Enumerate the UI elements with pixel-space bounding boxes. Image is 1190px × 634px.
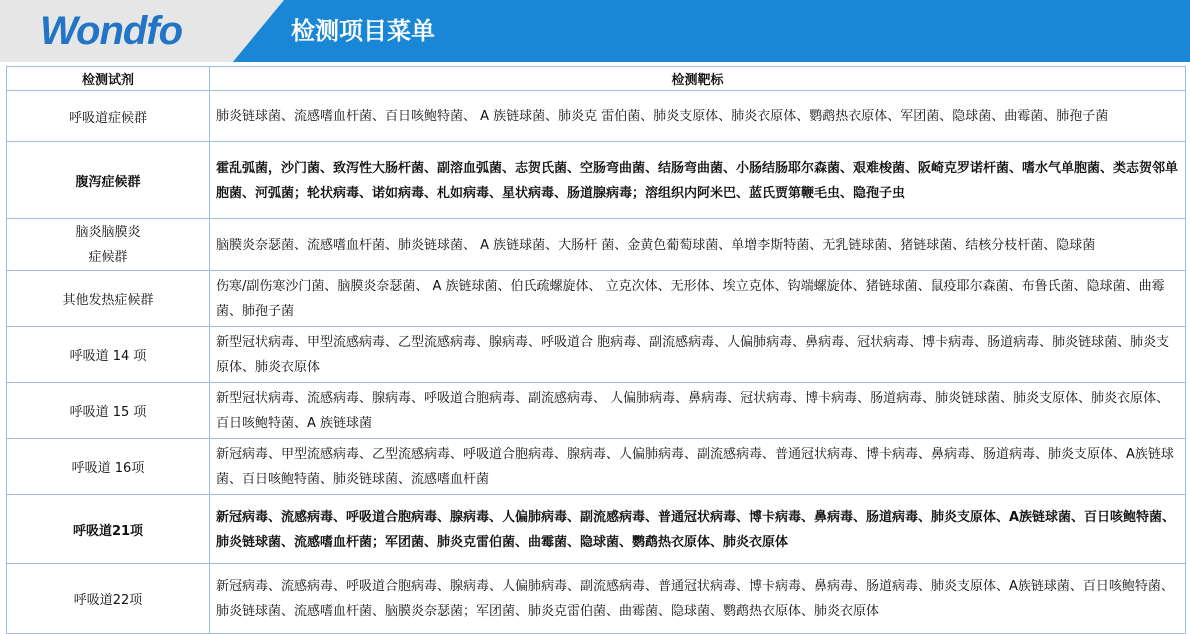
reagent-cell: 呼吸道21项 — [7, 495, 210, 564]
targets-cell: 新型冠状病毒、甲型流感病毒、乙型流感病毒、腺病毒、呼吸道合 胞病毒、副流感病毒、人偏肺病毒、鼻病毒、冠状病毒、博卡病毒、肠道病毒、肺炎链球菌、肺炎支原体、肺炎衣原体 — [210, 327, 1186, 383]
wondfo-logo: Wondfo — [40, 9, 183, 53]
page-title: 检测项目菜单 — [291, 17, 435, 45]
column-header-reagent: 检测试剂 — [7, 67, 210, 91]
targets-cell: 脑膜炎奈瑟菌、流感嗜血杆菌、肺炎链球菌、 A 族链球菌、大肠杆 菌、金黄色葡萄球菌、单增李斯特菌、无乳链球菌、猪链球菌、结核分枝杆菌、隐球菌 — [210, 219, 1186, 271]
reagent-line: 脑炎脑膜炎 — [75, 224, 141, 240]
targets-cell: 伤寒/副伤寒沙门菌、脑膜炎奈瑟菌、 A 族链球菌、伯氏疏螺旋体、 立克次体、无形体、埃立克体、钩端螺旋体、猪链球菌、鼠疫耶尔森菌、布鲁氏菌、隐球菌、曲霉菌、肺孢子菌 — [210, 271, 1186, 327]
reagent-cell — [7, 219, 210, 271]
table-row — [7, 383, 1186, 439]
table-row — [7, 142, 1186, 219]
reagent-cell: 呼吸道 15 项 — [7, 383, 210, 439]
reagent-cell: 呼吸道症候群 — [7, 91, 210, 142]
table-row — [7, 327, 1186, 383]
column-header-targets: 检测靶标 — [210, 67, 1186, 91]
reagent-cell: 呼吸道22项 — [7, 564, 210, 634]
reagent-cell: 呼吸道 14 项 — [7, 327, 210, 383]
reagent-cell: 腹泻症候群 — [7, 142, 210, 219]
targets-cell: 新冠病毒、流感病毒、呼吸道合胞病毒、腺病毒、人偏肺病毒、副流感病毒、普通冠状病毒、博卡病毒、鼻病毒、肠道病毒、肺炎支原体、A族链球菌、百日咳鲍特菌、肺炎链球菌、流感嗜血杆菌；军团菌、肺炎克雷伯菌、曲霉菌、隐球菌、鹦鹉热衣原体、肺炎衣原体 — [210, 495, 1186, 564]
table-header-row — [7, 67, 1186, 91]
table-row — [7, 564, 1186, 634]
targets-cell: 新冠病毒、流感病毒、呼吸道合胞病毒、腺病毒、人偏肺病毒、副流感病毒、普通冠状病毒、博卡病毒、鼻病毒、肠道病毒、肺炎支原体、A族链球菌、百日咳鲍特菌、肺炎链球菌、流感嗜血杆菌、脑膜炎奈瑟菌；军团菌、肺炎克雷伯菌、曲霉菌、隐球菌、鹦鹉热衣原体、肺炎衣原体 — [210, 564, 1186, 634]
reagent-line: 症候群 — [88, 249, 128, 265]
table-row — [7, 91, 1186, 142]
reagent-cell: 呼吸道 16项 — [7, 439, 210, 495]
test-menu-table — [6, 66, 1186, 634]
targets-cell: 霍乱弧菌，沙门菌、致泻性大肠杆菌、副溶血弧菌、志贺氏菌、空肠弯曲菌、结肠弯曲菌、小肠结肠耶尔森菌、艰难梭菌、阪崎克罗诺杆菌、嗜水气单胞菌、类志贺邻单胞菌、河弧菌；轮状病毒、诺如病毒、札如病毒、星状病毒、肠道腺病毒；溶组织内阿米巴、蓝氏贾第鞭毛虫、隐孢子虫 — [210, 142, 1186, 219]
table-row — [7, 271, 1186, 327]
table-row — [7, 439, 1186, 495]
table-row — [7, 219, 1186, 271]
page-header — [0, 0, 1190, 62]
targets-cell: 新冠病毒、甲型流感病毒、乙型流感病毒、呼吸道合胞病毒、腺病毒、人偏肺病毒、副流感病毒、普通冠状病毒、博卡病毒、鼻病毒、肠道病毒、肺炎支原体、A族链球菌、百日咳鲍特菌、肺炎链球菌、流感嗜血杆菌 — [210, 439, 1186, 495]
table-row — [7, 495, 1186, 564]
targets-cell: 新型冠状病毒、流感病毒、腺病毒、呼吸道合胞病毒、副流感病毒、 人偏肺病毒、鼻病毒、冠状病毒、博卡病毒、肠道病毒、肺炎链球菌、肺炎支原体、肺炎衣原体、百日咳鲍特菌、A 族链球菌 — [210, 383, 1186, 439]
reagent-cell: 其他发热症候群 — [7, 271, 210, 327]
targets-cell: 肺炎链球菌、流感嗜血杆菌、百日咳鲍特菌、 A 族链球菌、肺炎克 雷伯菌、肺炎支原体、肺炎衣原体、鹦鹉热衣原体、军团菌、隐球菌、曲霉菌、肺孢子菌 — [210, 91, 1186, 142]
